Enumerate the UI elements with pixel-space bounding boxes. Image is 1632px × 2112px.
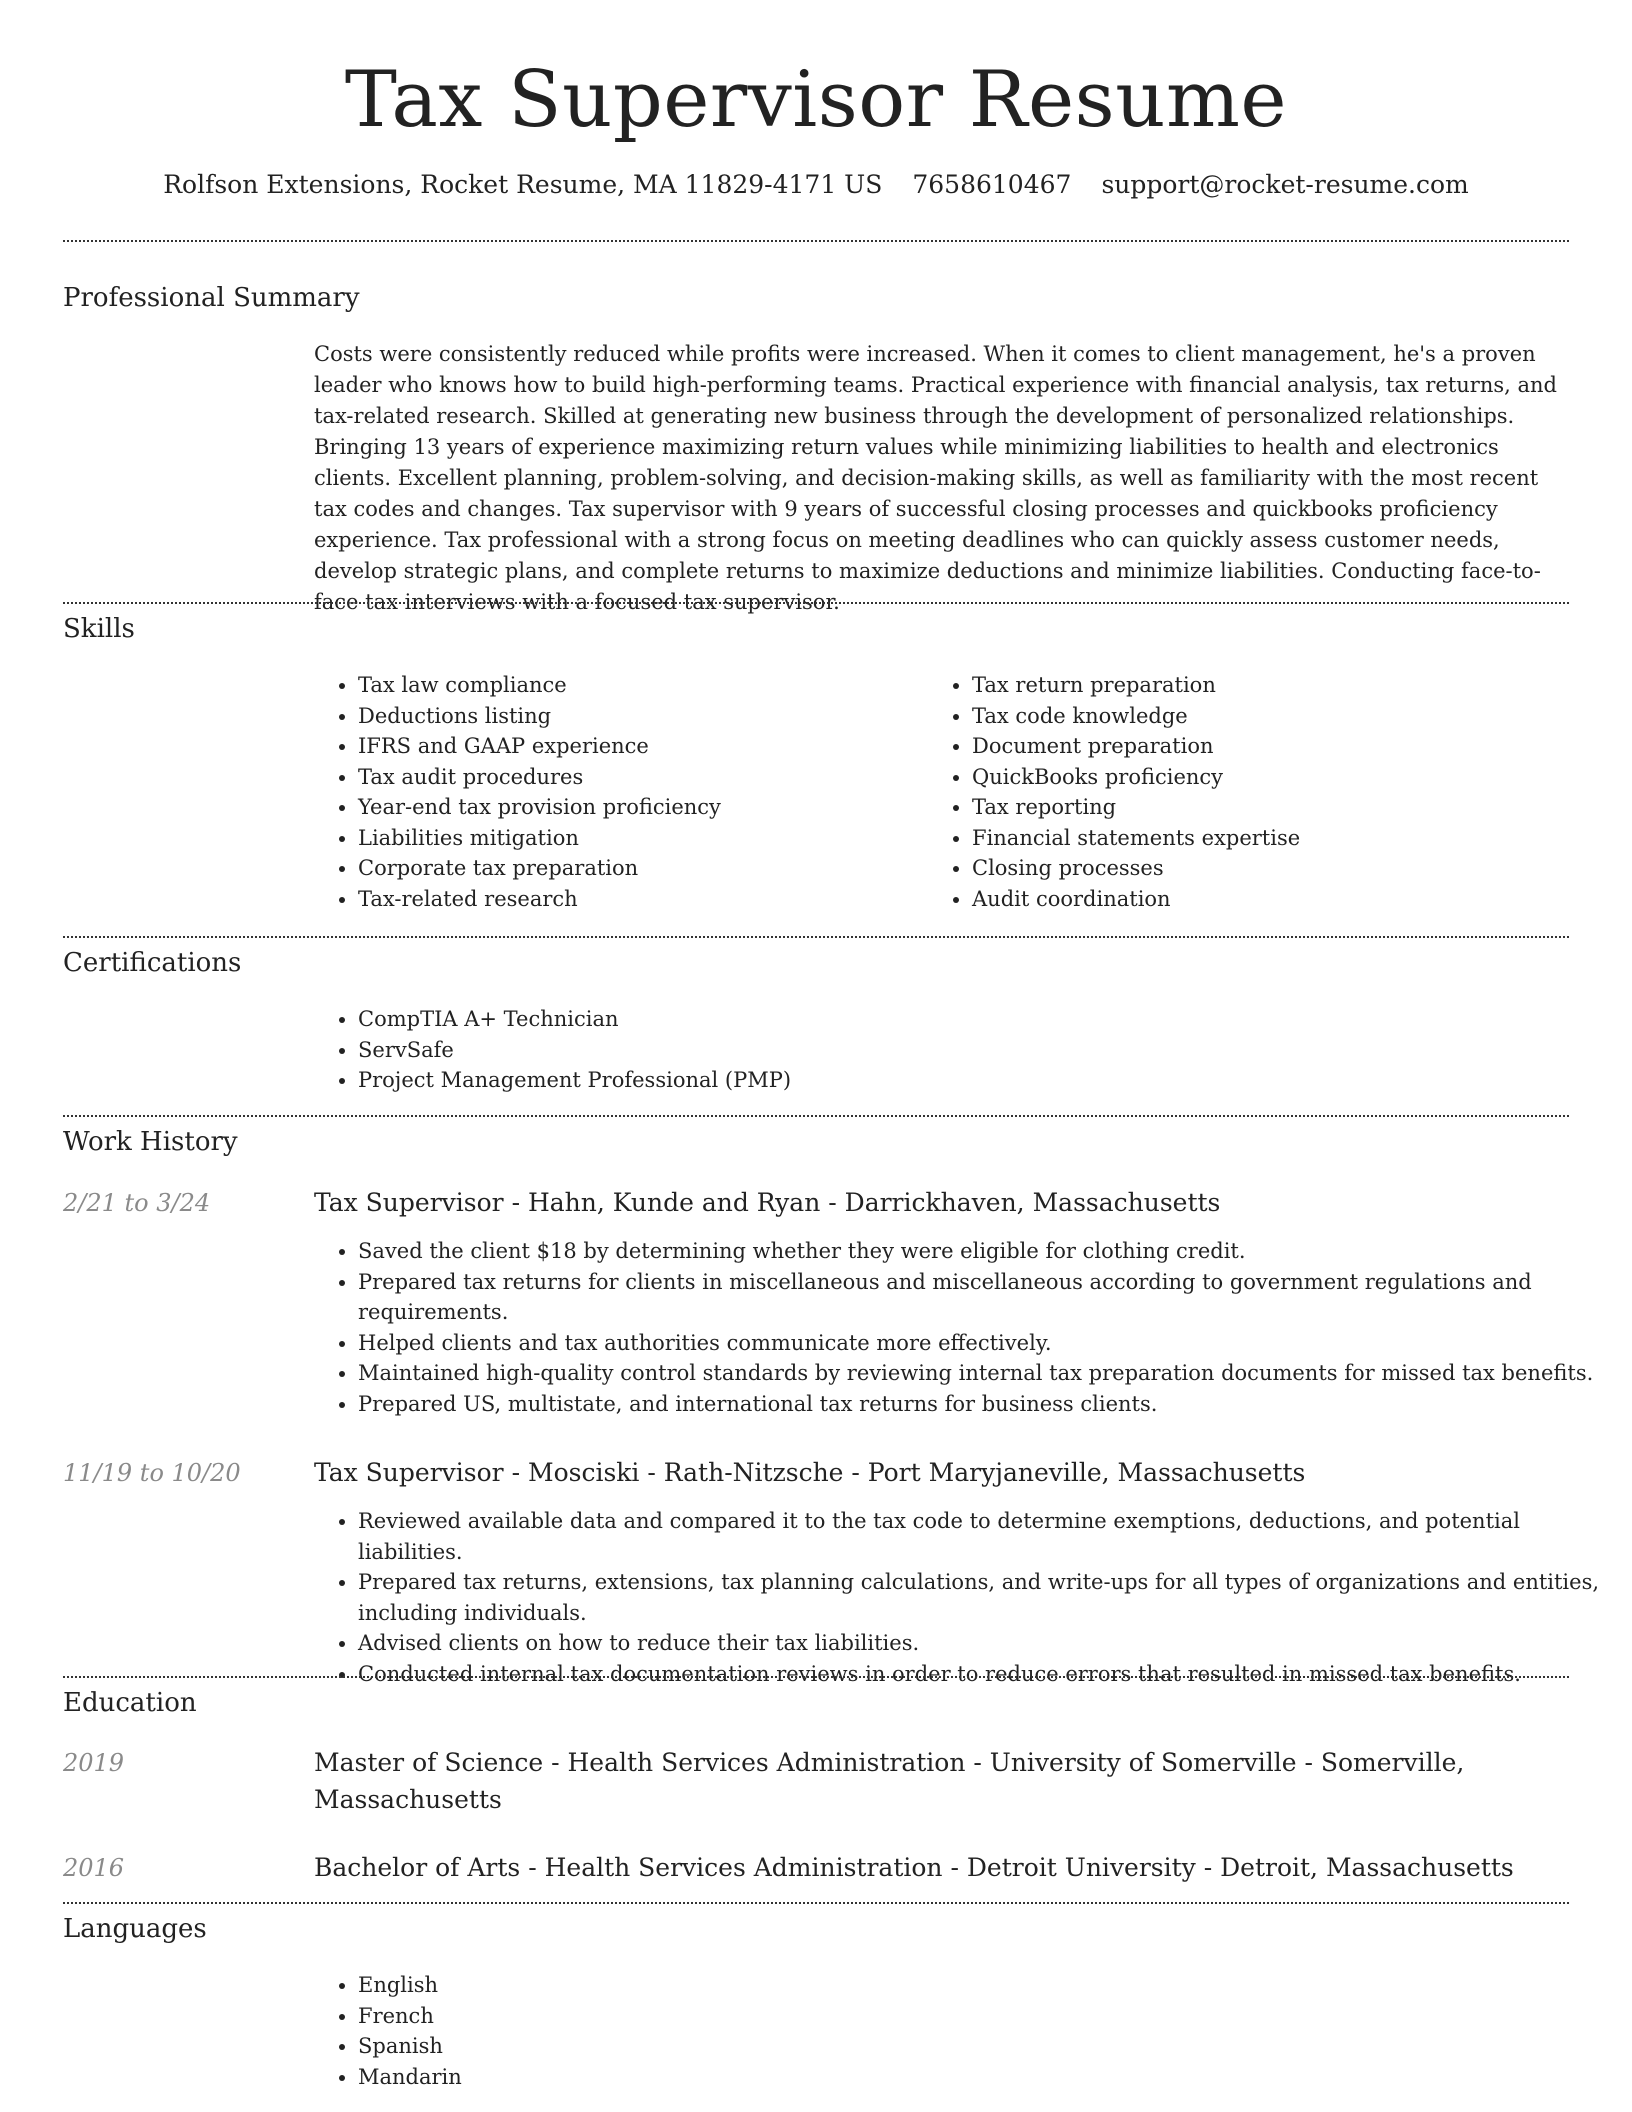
education-year: 2019 — [63, 1749, 125, 1777]
list-item: • Project Management Professional (PMP) — [358, 1065, 1558, 1096]
divider — [63, 240, 1569, 242]
list-item: • Conducted internal tax documentation reviews in order to reduce errors that resulted in missed tax benefits. — [358, 1659, 1628, 1690]
list-item: • Tax law compliance — [358, 670, 918, 701]
job-details: - Hahn, Kunde and Ryan - Darrickhaven, Massachusetts — [503, 1188, 1221, 1217]
list-item: • Spanish — [358, 2031, 958, 2062]
list-item: • Tax audit procedures — [358, 762, 918, 793]
list-item: • Tax return preparation — [972, 670, 1572, 701]
education-entry — [314, 1849, 1569, 1886]
contact-email[interactable]: support@rocket-resume.com — [1101, 170, 1469, 199]
degree-name: Bachelor of Arts - Health Services Administration — [314, 1853, 943, 1882]
section-heading-summary: Professional Summary — [63, 283, 360, 313]
list-item: • Tax reporting — [972, 792, 1572, 823]
job-dates: 2/21 to 3/24 — [63, 1189, 211, 1217]
divider — [63, 1676, 1569, 1678]
contact-line — [0, 168, 1632, 202]
list-item: • Prepared tax returns, extensions, tax planning calculations, and write-ups for all types of organizations and entities, including individuals. — [358, 1567, 1628, 1628]
divider — [63, 936, 1569, 938]
list-item: • Deductions listing — [358, 701, 918, 732]
list-item: • Helped clients and tax authorities communicate more effectively. — [358, 1328, 1613, 1359]
list-item: • QuickBooks proficiency — [972, 762, 1572, 793]
divider — [63, 1902, 1569, 1904]
list-item: • Financial statements expertise — [972, 823, 1572, 854]
job-title: Tax Supervisor — [314, 1458, 504, 1487]
job-heading — [314, 1184, 1569, 1221]
languages-list — [314, 1970, 958, 2092]
list-item: • Liabilities mitigation — [358, 823, 918, 854]
list-item: • Advised clients on how to reduce their tax liabilities. — [358, 1628, 1628, 1659]
education-details: - Detroit University - Detroit, Massachusetts — [942, 1853, 1514, 1882]
list-item: • Corporate tax preparation — [358, 853, 918, 884]
list-item: • Maintained high-quality control standards by reviewing internal tax preparation documents for missed tax benefits. — [358, 1358, 1613, 1389]
page-title: Tax Supervisor Resume — [344, 55, 1288, 145]
list-item: • Reviewed available data and compared it to the tax code to determine exemptions, deductions, and potential liabilities. — [358, 1506, 1628, 1567]
divider — [63, 1115, 1569, 1117]
list-item: • IFRS and GAAP experience — [358, 731, 918, 762]
summary-text: Costs were consistently reduced while profits were increased. When it comes to client management, he's a proven leader who knows how to build high-performing teams. Practical experience with financial analysis, tax returns, and tax-related research. Skilled at generating new business through the development of personalized relationships. Bringing 13 years of experience maximizing return values while minimizing liabilities to health and electronics clients. Excellent planning, problem-solving, and decision-making skills, as well as familiarity with the most recent tax codes and changes. Tax supervisor with 9 years of successful closing processes and quickbooks proficiency experience. Tax professional with a strong focus on meeting deadlines who can quickly assess customer needs, develop strategic plans, and complete returns to maximize deductions and minimize liabilities. Conducting face-to-face tax interviews with a focused tax supervisor. — [314, 342, 1557, 614]
education-details: - University of Somerville - Somerville, Massachusetts — [314, 1748, 1465, 1814]
list-item: • Tax-related research — [358, 884, 918, 915]
education-entry — [314, 1744, 1569, 1818]
list-item: • Document preparation — [972, 731, 1572, 762]
list-item: • Tax code knowledge — [972, 701, 1572, 732]
certifications-list — [314, 1004, 1558, 1096]
list-item: • Audit coordination — [972, 884, 1572, 915]
list-item: • French — [358, 2001, 958, 2032]
contact-address: Rolfson Extensions, Rocket Resume, MA 11829-4171 US — [163, 170, 883, 199]
section-heading-education: Education — [63, 1688, 197, 1718]
list-item: • Prepared tax returns for clients in miscellaneous and miscellaneous according to government regulations and requirements. — [358, 1267, 1613, 1328]
list-item: • Mandarin — [358, 2062, 958, 2093]
section-heading-languages: Languages — [63, 1914, 207, 1944]
job-title: Tax Supervisor — [314, 1188, 504, 1217]
job-bullets — [314, 1506, 1628, 1689]
section-heading-work-history: Work History — [63, 1127, 238, 1157]
job-bullets — [314, 1236, 1613, 1419]
list-item: • Prepared US, multistate, and international tax returns for business clients. — [358, 1389, 1613, 1420]
section-heading-skills: Skills — [63, 614, 135, 644]
job-heading — [314, 1454, 1569, 1491]
list-item: • CompTIA A+ Technician — [358, 1004, 1558, 1035]
skills-list-left — [314, 670, 918, 914]
list-item: • ServSafe — [358, 1035, 1558, 1066]
list-item: • Saved the client $18 by determining whether they were eligible for clothing credit. — [358, 1236, 1613, 1267]
job-details: - Mosciski - Rath-Nitzsche - Port Maryjaneville, Massachusetts — [503, 1458, 1306, 1487]
education-year: 2016 — [63, 1854, 125, 1882]
degree-name: Master of Science - Health Services Administration — [314, 1748, 966, 1777]
contact-phone: 7658610467 — [912, 170, 1072, 199]
job-dates: 11/19 to 10/20 — [63, 1459, 241, 1487]
list-item: • English — [358, 1970, 958, 2001]
skills-list-right — [928, 670, 1572, 914]
list-item: • Year-end tax provision proficiency — [358, 792, 918, 823]
section-heading-certifications: Certifications — [63, 948, 242, 978]
divider — [63, 602, 1569, 604]
list-item: • Closing processes — [972, 853, 1572, 884]
